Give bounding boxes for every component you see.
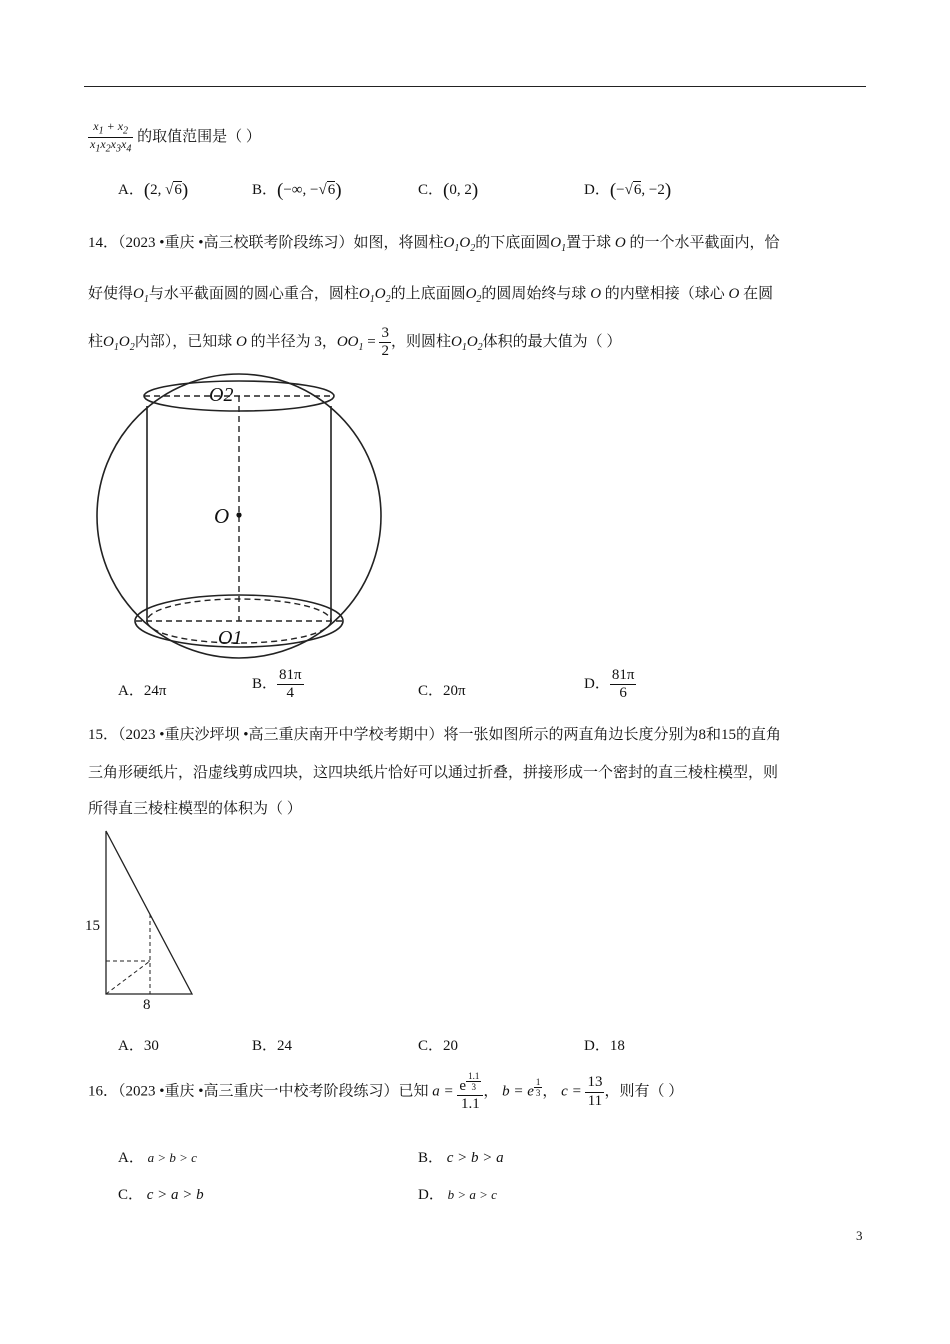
q15-figure-triangle — [80, 826, 210, 1016]
q14-option-d[interactable]: D． $\frac{81\pi}{6}$ — [584, 667, 635, 702]
q13-fraction: $\frac{x_1 + x_2}{x_1x_2x_3x_4}$ — [90, 119, 132, 155]
label-o1: O1 — [218, 627, 243, 649]
q15-line2: 三角形硬纸片，沿虚线剪成四块，这四块纸片恰好可以通过折叠，拼接形成一个密封的直三棱柱模型，则 — [88, 765, 779, 781]
label-15: 15 — [85, 918, 100, 934]
q16-option-d[interactable]: D． b > a > c — [418, 1187, 497, 1203]
q13-option-a[interactable]: A．(2, √6) — [118, 180, 189, 201]
q14-option-a[interactable]: A．24π — [118, 683, 167, 699]
q13-option-d[interactable]: D．(−√6, −2) — [584, 180, 672, 201]
triangle-outline — [106, 831, 192, 994]
q15-option-c[interactable]: C．20 — [418, 1038, 459, 1054]
q14-option-c[interactable]: C．20π — [418, 683, 466, 699]
q14-figure-sphere-cylinder — [84, 366, 384, 666]
q14-eq-fraction: $\frac{3}{2}$ — [381, 325, 389, 360]
q15-option-d[interactable]: D．18 — [584, 1038, 625, 1054]
q16-line: 16．（2023 •重庆 •高三重庆一中校考阶段练习）已知 a = e $^{\frac{1.1}{3}}$ 1.1 ， b = e $^{\frac{1}{3}}$ ， c = $\frac{13}{11}$ ，则有（ ） — [88, 1071, 684, 1113]
q13-option-c[interactable]: C．(0, 2) — [418, 180, 479, 201]
label-o: O — [214, 504, 230, 528]
label-o2: O2 — [209, 384, 234, 406]
label-8: 8 — [143, 997, 151, 1013]
q16-option-a[interactable]: A． a > b > c — [118, 1150, 197, 1166]
center-dot — [236, 512, 241, 517]
q13-fraction-line — [88, 120, 261, 155]
q15-line3: 所得直三棱柱模型的体积为（ ） — [88, 801, 302, 817]
q13-text: 的取值范围是（ ） — [137, 128, 261, 145]
q13-option-b[interactable]: B．(−∞, −√6) — [252, 180, 342, 201]
header-rule — [84, 86, 866, 87]
q15-option-b[interactable]: B．24 — [252, 1038, 293, 1054]
q15-option-a[interactable]: A．30 — [118, 1038, 159, 1054]
q16-c-fraction: $\frac{13}{11}$ — [587, 1074, 603, 1109]
q16-option-b[interactable]: B． c > b > a — [418, 1150, 504, 1166]
q16-a-fraction: e $^{\frac{1.1}{3}}$ 1.1 — [457, 1071, 483, 1113]
q16-option-c[interactable]: C． c > a > b — [118, 1187, 204, 1203]
cut-diagonal — [106, 961, 150, 994]
q14-option-b[interactable]: B． $\frac{81\pi}{4}$ — [252, 667, 302, 702]
q15-line1: 15．（2023 •重庆沙坪坝 •高三重庆南开中学校考期中）将一张如图所示的两直角边长度分别为8和15的直角 — [88, 727, 782, 743]
q14-line1: 14．（2023 •重庆 •高三校联考阶段练习）如图，将圆柱$O_1O_2$的下底面圆$O_1$置于球 O 的一个水平截面内，恰 — [88, 235, 780, 254]
page-number: 3 — [856, 1228, 863, 1243]
q14-line2: 好使得$O_1$与水平截面圆的圆心重合，圆柱$O_1O_2$的上底面圆$O_2$的圆周始终与球 O 的内壁相接（球心 O 在圆 — [88, 286, 774, 305]
q14-line3: 柱$O_1O_2$内部），已知球 O 的半径为 3，$OO_1$ = $\frac{3}{2}$ ，则圆柱$O_1O_2$体积的最大值为（ ） — [88, 325, 622, 360]
